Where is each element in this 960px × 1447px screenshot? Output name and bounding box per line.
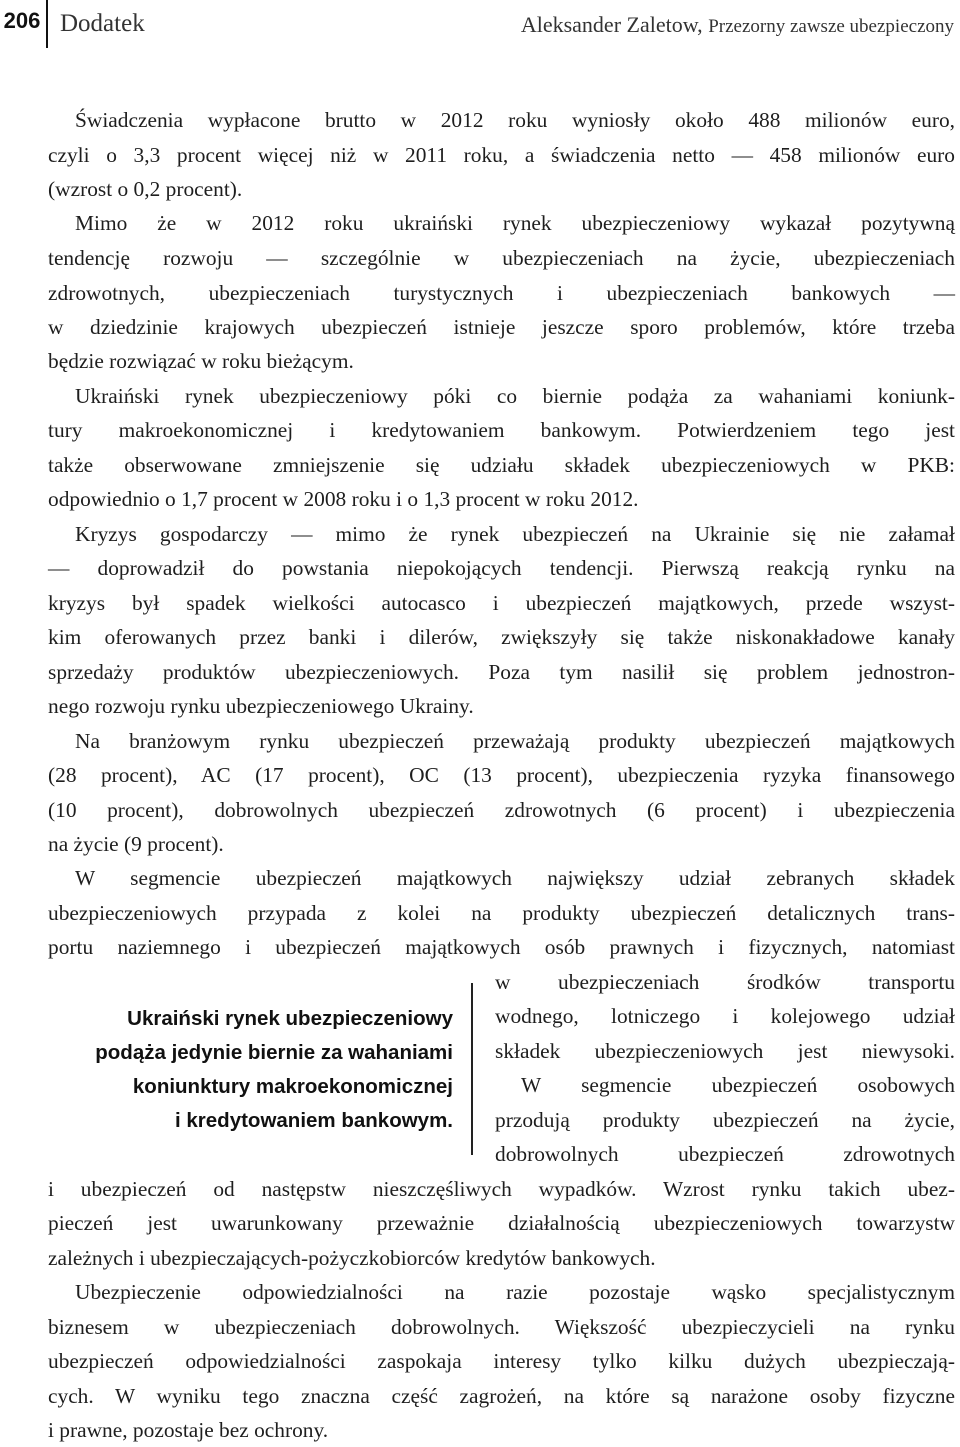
text-line: Ukraiński rynek ubezpieczeniowy póki co biernie podąża za wahaniami koniunk-: [75, 384, 955, 408]
pull-quote-line: koniunktury makroekonomicznej: [132, 1075, 453, 1098]
text-line: W segmencie ubezpieczeń osobowych: [521, 1073, 955, 1097]
running-title: [521, 12, 954, 38]
text-line: (10 procent), dobrowolnych ubezpieczeń zdrowotnych (6 procent) i ubezpieczenia: [48, 798, 955, 822]
text-line: sprzedaży produktów ubezpieczeniowych. Poza tym nasilił się problem jednostron-: [48, 660, 955, 684]
pull-quote-line: Ukraiński rynek ubezpieczeniowy: [127, 1007, 453, 1030]
page-header: [0, 0, 960, 52]
text-line: odpowiednio o 1,7 procent w 2008 roku i o 1,3 procent w roku 2012.: [48, 487, 639, 511]
header-divider: [46, 0, 48, 48]
section-name: Dodatek: [60, 10, 145, 37]
text-line: biznesem w ubezpieczeniach dobrowolnych. Większość ubezpieczycieli na rynku: [48, 1315, 955, 1339]
text-line: także obserwowane zmniejszenie się udziału składek ubezpieczeniowych w PKB:: [48, 453, 955, 477]
text-line: Ubezpieczenie odpowiedzialności na razie pozostaje wąsko specjalistycznym: [75, 1280, 955, 1304]
text-line: cych. W wyniku tego znaczna część zagrożeń, na które są narażone osoby fizyczne: [48, 1384, 955, 1408]
text-line: Kryzys gospodarczy — mimo że rynek ubezpieczeń na Ukrainie się nie załamał: [75, 522, 955, 546]
text-line: ubezpieczeń odpowiedzialności zaspokaja interesy tylko kilku dużych ubezpieczają-: [48, 1349, 955, 1373]
text-line: zdrowotnych, ubezpieczeniach turystycznych i ubezpieczeniach bankowych —: [48, 281, 955, 305]
text-line: przodują produkty ubezpieczeń na życie,: [495, 1108, 955, 1132]
text-line: w ubezpieczeniach środków transportu: [495, 970, 955, 994]
text-line: Mimo że w 2012 roku ukraiński rynek ubezpieczeniowy wykazał pozytywną: [75, 211, 955, 235]
text-line: tendencję rozwoju — szczególnie w ubezpieczeniach na życie, ubezpieczeniach: [48, 246, 955, 270]
text-line: (wzrost o 0,2 procent).: [48, 177, 243, 201]
text-line: w dziedzinie krajowych ubezpieczeń istnieje jeszcze sporo problemów, które trzeba: [48, 315, 955, 339]
text-line: na życie (9 procent).: [48, 832, 224, 856]
text-line: kryzys był spadek wielkości autocasco i ubezpieczeń majątkowych, przede wszyst-: [48, 591, 955, 615]
text-line: i ubezpieczeń od następstw nieszczęśliwych wypadków. Wzrost rynku takich ubez-: [48, 1177, 955, 1201]
pull-quote-line: podąża jedynie biernie za wahaniami: [95, 1041, 453, 1064]
text-line: wodnego, lotniczego i kolejowego udział: [495, 1004, 955, 1028]
text-line: składek ubezpieczeniowych jest niewysoki.: [495, 1039, 955, 1063]
text-line: dobrowolnych ubezpieczeń zdrowotnych: [495, 1142, 955, 1166]
text-line: zależnych i ubezpieczających-pożyczkobiorców kredytów bankowych.: [48, 1246, 656, 1270]
text-line: — doprowadził do powstania niepokojących tendencji. Pierwszą reakcją rynku na: [48, 556, 955, 580]
text-line: Na branżowym rynku ubezpieczeń przeważają produkty ubezpieczeń majątkowych: [75, 729, 955, 753]
text-line: tury makroekonomicznej i kredytowaniem bankowym. Potwierdzeniem tego jest: [48, 418, 955, 442]
author-name: Aleksander Zaletow,: [520, 12, 703, 37]
pull-quote-rule: [471, 983, 473, 1155]
text-line: portu naziemnego i ubezpieczeń majątkowych osób prawnych i fizycznych, natomiast: [48, 935, 955, 959]
text-line: kim oferowanych przez banki i dilerów, zwiększyły się także niskonakładowe kanały: [48, 625, 955, 649]
book-title: Przezorny zawsze ubezpieczony: [708, 16, 954, 37]
page-number: 206: [3, 8, 41, 33]
text-line: będzie rozwiązać w roku bieżącym.: [48, 349, 354, 373]
text-line: i prawne, pozostaje bez ochrony.: [48, 1418, 329, 1442]
text-line: ubezpieczeniowych przypada z kolei na produkty ubezpieczeń detalicznych trans-: [48, 901, 955, 925]
text-line: pieczeń jest uwarunkowany przeważnie działalnością ubezpieczeniowych towarzystw: [48, 1211, 955, 1235]
text-line: (28 procent), AC (17 procent), OC (13 procent), ubezpieczenia ryzyka finansowego: [48, 763, 955, 787]
text-line: Świadczenia wypłacone brutto w 2012 roku wyniosły około 488 milionów euro,: [75, 108, 955, 132]
text-line: W segmencie ubezpieczeń majątkowych największy udział zebranych składek: [75, 866, 955, 890]
text-line: czyli o 3,3 procent więcej niż w 2011 roku, a świadczenia netto — 458 milionów euro: [48, 143, 955, 167]
text-line: nego rozwoju rynku ubezpieczeniowego Ukrainy.: [48, 694, 474, 718]
pull-quote-line: i kredytowaniem bankowym.: [175, 1109, 453, 1132]
